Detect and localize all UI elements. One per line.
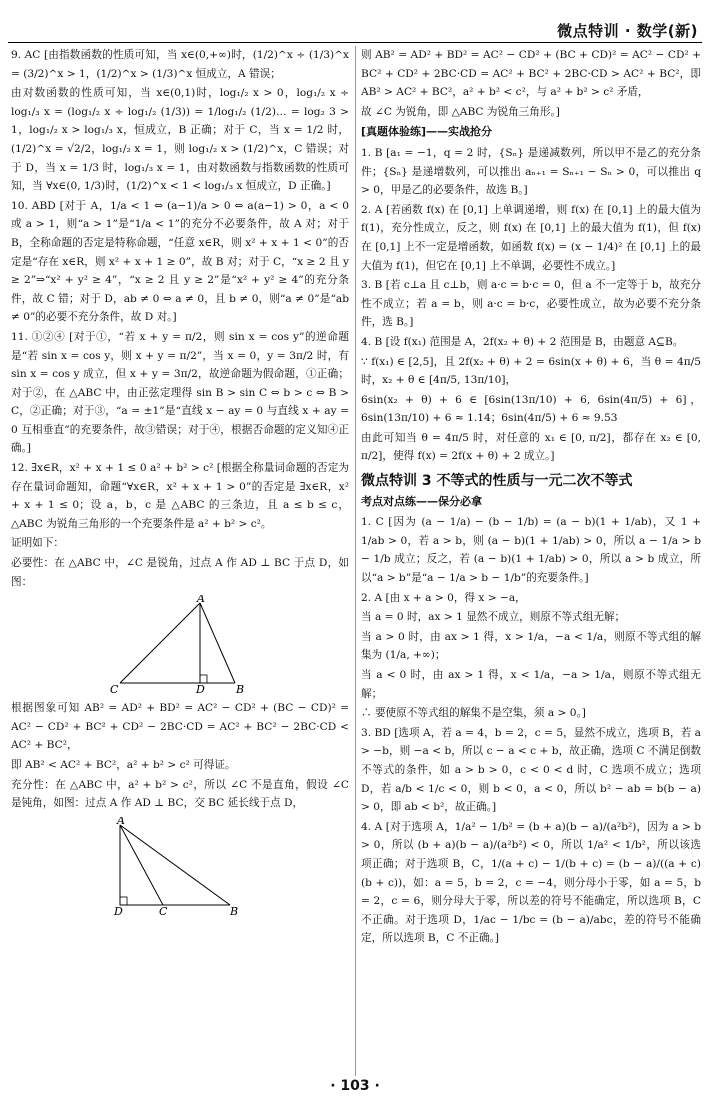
label-D2: D xyxy=(114,904,123,917)
answer-12: 12. ∃x∈R，x² + x + 1 ≤ 0 a² + b² > c² [根据全称量词命题的否定为存在量词命题知，命题“∀x∈R，x² + x + 1 > 0”的否定是 ∃x∈R，x² + x + 1 ≤ 0；设 a，b，c 是 △ABC 的三条边，且 a ≤ b ≤ c，△ABC 为锐角三角形的一个充要条件是 a² + b² > c²。 xyxy=(11,462,349,530)
answer-9-cont: 由对数函数的性质可知，当 x∈(0,1)时，log₁/₂ x > 0，log₁/₂ x ÷ log₁/₃ x = (log₁/₂ x ÷ log₁/₂ (1/3)) = 1/log₁/₂ (1/2)… = log₂ 3 > 1，log₁/₂ x > log₁/₃ x，恒成立，B 正确；对于 C，当 x = 1/2 时，(1/2)^x = √2/2，log₁/₂ x = 1，则 log₁/₂ x > (1/2)^x，C 错误；对于 D，当 x = 1/3 时，log₁/₃ x = 1，由对数函数与指数函数的性质可知，当 ∀x∈(0, 1/3)时，(1/2)^x < 1 < log₁/₃ x 恒成立，D 正确。] xyxy=(11,87,349,193)
necessity-text: 必要性：在 △ABC 中，∠C 是锐角，过点 A 作 AD ⊥ BC 于点 D，如图： xyxy=(11,557,349,588)
page-number: · 103 · xyxy=(330,1078,380,1094)
label-B2: B xyxy=(230,904,239,917)
label-A2: A xyxy=(117,816,125,827)
label-D: D xyxy=(196,683,205,696)
section-exam-practice: [真题体验练]——实战抢分 xyxy=(361,125,493,139)
section-point-practice: 考点对点练——保分必拿 xyxy=(361,494,482,508)
exam-answer-4-b: ∵ f(x₁) ∈ [2,5]，且 2f(x₂ + θ) + 2 = 6sin(x + θ) + 6，当 θ = 4π/5 时，x₂ + θ ∈ [4π/5, 13π/10]， xyxy=(361,355,701,387)
answer-12-cont: 则 AB² = AD² + BD² = AC² − CD² + (BC + CD)² = AC² − CD² + BC² + CD² + 2BC·CD = AC² + BC² + 2BC·CD > AC² + BC²，即 AB² > AC² + BC²，a² + b² < c²，与 a² + b² > c² 矛盾， xyxy=(361,49,701,99)
label-C: C xyxy=(110,683,119,696)
triangle-figure-acute xyxy=(105,595,255,695)
answer-12-end: 故 ∠C 为锐角，即 △ABC 为锐角三角形。] xyxy=(361,105,560,118)
point-answer-1: 1. C [因为 (a − 1/a) − (b − 1/b) = (a − b)(1 + 1/ab)，又 1 + 1/ab > 0，若 a > b，则 (a − b)(1 + 1/ab) > 0，所以 a − 1/a > b − 1/b 成立；反之，若 (a − b)(1 + 1/ab) > 0，所以 a > b 成立，所以“a > b”是“a − 1/a > b − 1/b”的充要条件。] xyxy=(361,516,701,585)
point-answer-4: 4. A [对于选项 A，1/a² − 1/b² = (b + a)(b − a)/(a²b²)，因为 a > b > 0，所以 (b + a)(b − a)/(a²b²) < 0，所以 1/a² < 1/b²，所以该选项正确；对于选项 B，C，1/(a + c) − 1/(b + c) = (b − a)/((a + c)(b + c))，如：a = 5，b = 2，c = −4，则分母小于零，如 a = 5，b = 2，c = 6，则分母大于零，所以差的符号不能确定，所以选项 B，C 不正确。对于选项 D，1/ac − 1/bc = (b − a)/abc，差的符号不能确定，所以选项 B，C 不正确。] xyxy=(361,820,701,945)
point-answer-2: 2. A [由 x + a > 0，得 x > −a， xyxy=(361,591,526,604)
label-C2: C xyxy=(159,904,168,917)
triangle-figure-obtuse xyxy=(105,817,255,917)
answer-10: 10. ABD [对于 A，1/a < 1 ⇔ (a−1)/a > 0 ⇔ a(a−1) > 0，a < 0 或 a > 1，则“a > 1”是“1/a < 1”的充分不必要条件，故 A 对；对于 B，全称命题的否定是特称命题，“任意 x∈R，则 x² + x + 1 < 0”的否定是“存在 x∈R，则 x² + x + 1 ≥ 0”，故 B 对；对于 C，“x ≥ 2 且 y ≥ 2”⇒“x² + y² ≥ 4”，“x ≥ 2 且 y ≥ 2”是“x² + y² ≥ 4”的充分条件，故 C 错；对于 D，ab ≠ 0 ⇔ a ≠ 0，且 b ≠ 0，则“a ≠ 0”是“ab ≠ 0”的必要不充分条件，故 D 对。] xyxy=(11,199,349,324)
necessity-derivation: 根据图象可知 AB² = AD² + BD² = AC² − CD² + (BC − CD)² = AC² − CD² + BC² + CD² − 2BC·CD = AC² + BC² − 2BC·CD < AC² + BC²， xyxy=(11,702,349,752)
header-title: 微点特训 · 数学(新) xyxy=(557,22,698,40)
exam-answer-4-d: 由此可知当 θ = 4π/5 时，对任意的 x₁ ∈ [0, π/2]，都存在 x₂ ∈ [0, π/2]，使得 f(x) = 2f(x + θ) + 2 成立。] xyxy=(361,431,701,463)
page-header xyxy=(0,0,710,40)
left-column xyxy=(11,46,349,921)
point-answer-2-b: 当 a = 0 时，ax > 1 显然不成立，则原不等式组无解； xyxy=(361,611,626,624)
right-column xyxy=(361,46,701,949)
answer-11: 11. ①②④ [对于①，“若 x + y = π/2，则 sin x = cos y”的逆命题是“若 sin x = cos y，则 x + y = π/2”，当 x = 0，y = 3π/2 时，有 sin x = cos y 成立，但 x + y = 3π/2，故逆命题为假命题，①正确；对于②，在 △ABC 中，由正弦定理得 sin B > sin C ⇔ b > c ⇔ B > C，②正确；对于③，“a = ±1”是“直线 x − ay = 0 与直线 x + ay = 0 互相垂直”的充要条件，故③错误；对于④，根据否命题的定义知④正确。] xyxy=(11,330,349,455)
point-answer-2-c: 当 a > 0 时，由 ax > 1 得，x > 1/a，−a < 1/a，则原不等式组的解集为 (1/a, +∞)； xyxy=(361,630,701,662)
sufficiency-text: 充分性：在 △ABC 中，a² + b² > c²，所以 ∠C 不是直角，假设 ∠C 是钝角，如图：过点 A 作 AD ⊥ BC，交 BC 延长线于点 D， xyxy=(11,778,349,810)
answer-9: 9. AC [由指数函数的性质可知，当 x∈(0,+∞)时，(1/2)^x ÷ (1/3)^x = (3/2)^x > 1，(1/2)^x > (1/3)^x 恒成立，A 错误； xyxy=(11,49,349,80)
exam-answer-3: 3. B [若 c⊥a 且 c⊥b，则 a·c = b·c = 0，但 a 不一定等于 b，故充分性不成立；若 a = b，则 a·c = b·c，必要性成立，故为必要不充分条件，选 B。] xyxy=(361,279,701,329)
proof-heading: 证明如下： xyxy=(11,537,64,550)
point-answer-2-e: ∴ 要使原不等式组的解集不是空集，须 a > 0。] xyxy=(361,707,586,720)
header-rule xyxy=(8,42,702,43)
column-divider xyxy=(355,46,356,1076)
label-B: B xyxy=(236,683,245,696)
exam-answer-4-c: 6sin(x₂ + θ) + 6 ∈ [6sin(13π/10) + 6, 6sin(4π/5) + 6]，6sin(13π/10) + 6 ≈ 1.14；6sin(4π/5) + 6 ≈ 9.53 xyxy=(361,393,701,425)
exam-answer-1: 1. B [a₁ = −1，q = 2 时，{Sₙ} 是递减数列，所以甲不是乙的充分条件；{Sₙ} 是递增数列，可以推出 aₙ₊₁ = Sₙ₊₁ − Sₙ > 0，可以推出 q > 0，甲是乙的必要条件，故选 B。] xyxy=(361,146,701,197)
label-A: A xyxy=(197,595,205,606)
point-answer-3: 3. BD [选项 A，若 a = 4，b = 2，c = 5，显然不成立，选项 B，若 a > −b，则 −a < b，所以 c − a < c + b，故正确，选项 C 不满足倒数不等式的条件，如 a > b > 0，c < 0 < d 时，C 选项不成立；选项 D，若 a/b < 1/c < 0，则 b < 0，a < 0，所以 b² − ab = b(b − a) > 0，即 ab < b²，故正确。] xyxy=(361,726,701,814)
point-answer-2-d: 当 a < 0 时，由 ax > 1 得，x < 1/a，−a > 1/a，则原不等式组无解； xyxy=(361,669,701,700)
exam-answer-2: 2. A [若函数 f(x) 在 [0,1] 上单调递增，则 f(x) 在 [0,1] 上的最大值为 f(1)，充分性成立，反之，则 f(x) 在 [0,1] 上的最大值为 f(1)，但 f(x) 在 [0,1] 上不一定是增函数，如函数 f(x) = (x − 1/4)² 在 [0,1] 上的最大值为 f(1)，但它在 [0,1] 上不单调，必要性不成立。] xyxy=(361,203,701,272)
necessity-conclusion: 即 AB² < AC² + BC²，a² + b² > c² 可得证。 xyxy=(11,759,236,771)
chapter-title: 微点特训 3 不等式的性质与一元二次不等式 xyxy=(361,473,633,490)
exam-answer-4: 4. B [设 f(x₁) 范围是 A，2f(x₂ + θ) + 2 范围是 B，由题意 A⊆B。 xyxy=(361,335,684,348)
